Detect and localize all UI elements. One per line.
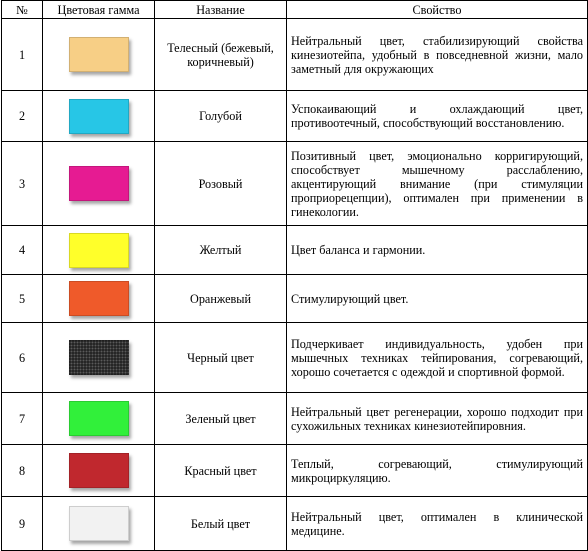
color-swatch [69, 340, 129, 375]
color-property: Цвет баланса и гармонии. [287, 226, 588, 275]
header-property: Свойство [287, 1, 588, 19]
header-number: № [2, 1, 43, 19]
row-number: 5 [2, 275, 43, 323]
header-color-gamut: Цветовая гамма [43, 1, 155, 19]
color-swatch-cell [43, 393, 155, 445]
color-swatch-cell [43, 91, 155, 142]
table-row [2, 445, 588, 497]
color-swatch-cell [43, 445, 155, 497]
tape-color-table [1, 0, 588, 551]
color-property: Успокаивающий и охлаждающий цвет, противоотечный, способствующий восстановлению. [287, 91, 588, 142]
color-swatch [69, 506, 129, 541]
color-swatch-cell [43, 19, 155, 91]
row-number: 1 [2, 19, 43, 91]
row-number: 7 [2, 393, 43, 445]
color-swatch [69, 99, 129, 134]
table-row [2, 393, 588, 445]
color-swatch [69, 453, 129, 488]
color-swatch-cell [43, 275, 155, 323]
row-number: 9 [2, 497, 43, 551]
color-swatch-cell [43, 226, 155, 275]
table-row [2, 323, 588, 393]
color-swatch-cell [43, 142, 155, 226]
color-property: Стимулирующий цвет. [287, 275, 588, 323]
color-name: Розовый [155, 142, 287, 226]
row-number: 4 [2, 226, 43, 275]
table-row [2, 142, 588, 226]
color-swatch-cell [43, 323, 155, 393]
color-property: Нейтральный цвет регенерации, хорошо подходит при сухожильных техниках кинезиотейпировния. [287, 393, 588, 445]
color-name: Черный цвет [155, 323, 287, 393]
color-property: Нейтральный цвет, стабилизирующий свойства кинезиотейпа, удобный в повседневной жизни, мало заметный для окружающих [287, 19, 588, 91]
table-row [2, 497, 588, 551]
color-swatch [69, 166, 129, 201]
color-name: Телесный (бежевый, коричневый) [155, 19, 287, 91]
header-name: Название [155, 1, 287, 19]
row-number: 6 [2, 323, 43, 393]
color-name: Белый цвет [155, 497, 287, 551]
row-number: 2 [2, 91, 43, 142]
color-swatch [69, 281, 129, 316]
color-swatch [69, 401, 129, 436]
color-property: Нейтральный цвет, оптимален в клинической медицине. [287, 497, 588, 551]
color-swatch [69, 233, 129, 268]
table-row [2, 19, 588, 91]
color-property: Теплый, согревающий, стимулирующий микроциркуляцию. [287, 445, 588, 497]
color-property: Подчеркивает индивидуальность, удобен при мышечных техниках тейпирования, согревающий, хорошо сочетается с одеждой и спортивной формой. [287, 323, 588, 393]
row-number: 8 [2, 445, 43, 497]
table-row [2, 226, 588, 275]
color-swatch [69, 37, 129, 72]
color-name: Голубой [155, 91, 287, 142]
table-body [2, 19, 588, 551]
color-swatch-cell [43, 497, 155, 551]
color-property: Позитивный цвет, эмоционально корригирующий, способствует мышечному расслаблению, акцентирующий внимание (при стимуляции проприорецепции), оптимален при применении в гинекологии. [287, 142, 588, 226]
color-name: Красный цвет [155, 445, 287, 497]
row-number: 3 [2, 142, 43, 226]
color-name: Оранжевый [155, 275, 287, 323]
table-row [2, 275, 588, 323]
table-row [2, 91, 588, 142]
color-name: Зеленый цвет [155, 393, 287, 445]
table-header-row [2, 1, 588, 19]
color-name: Желтый [155, 226, 287, 275]
